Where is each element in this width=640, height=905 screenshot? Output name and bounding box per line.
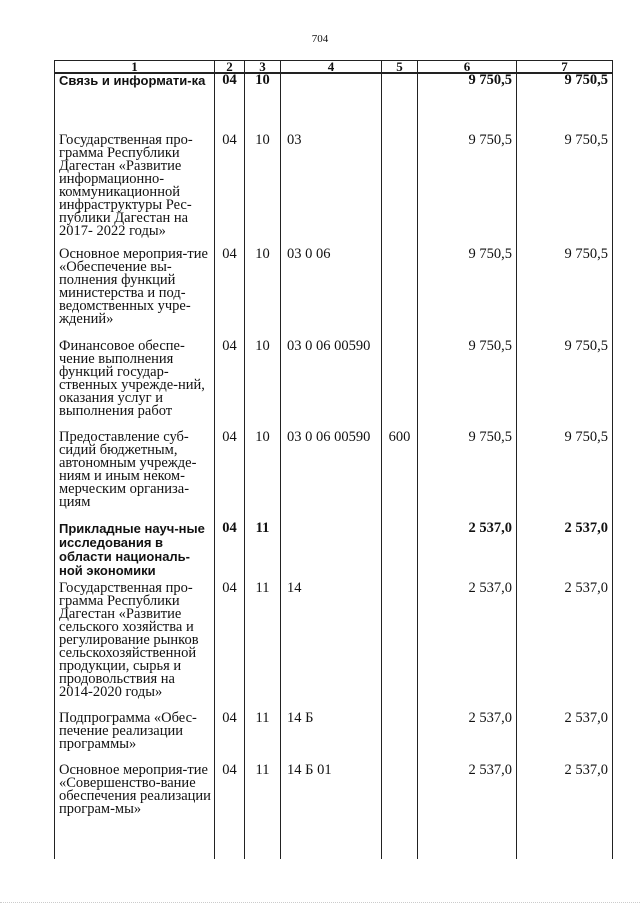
- row-section: 04: [215, 582, 245, 712]
- row-amount-2: 9 750,5: [517, 431, 613, 522]
- row-expense-type: [382, 522, 418, 582]
- row-subsection: 11: [245, 582, 281, 712]
- row-target-code: 03: [281, 134, 382, 248]
- row-amount-2: 9 750,5: [517, 248, 613, 340]
- row-target-code: 03 0 06 00590: [281, 340, 382, 431]
- row-target-code: 03 0 06: [281, 248, 382, 340]
- table-row: [55, 248, 613, 340]
- row-target-code: 03 0 06 00590: [281, 431, 382, 522]
- row-section: 04: [215, 431, 245, 522]
- row-expense-type: [382, 134, 418, 248]
- row-amount-1: 9 750,5: [418, 73, 517, 134]
- row-expense-type: 600: [382, 431, 418, 522]
- row-expense-type: [382, 582, 418, 712]
- row-section: 04: [215, 248, 245, 340]
- row-name: Предоставление суб-сидий бюджетным, автономным учрежде-ниям и иным неком-мерческим организа-циям: [55, 431, 215, 522]
- row-amount-2: 2 537,0: [517, 522, 613, 582]
- row-amount-1: 2 537,0: [418, 582, 517, 712]
- row-name: Прикладные науч-ные исследования в области националь-ной экономики: [55, 522, 215, 582]
- budget-table: [54, 60, 613, 859]
- row-expense-type: [382, 248, 418, 340]
- row-section: 04: [215, 340, 245, 431]
- row-amount-1: 2 537,0: [418, 712, 517, 764]
- row-section: 04: [215, 73, 245, 134]
- row-subsection: 10: [245, 431, 281, 522]
- row-expense-type: [382, 340, 418, 431]
- row-section: 04: [215, 712, 245, 764]
- header-col-3: 3: [245, 61, 281, 74]
- row-target-code: [281, 522, 382, 582]
- row-name: Государственная про-грамма Республики Дагестан «Развитие сельского хозяйства и регулирование рынков сельскохозяйственной продукции, сырья и продовольствия на 2014-2020 годы»: [55, 582, 215, 712]
- header-row: [55, 61, 613, 74]
- row-target-code: 14: [281, 582, 382, 712]
- row-name: Подпрограмма «Обес-печение реализации программы»: [55, 712, 215, 764]
- row-name: Основное мероприя-тие «Обеспечение вы-полнения функций министерства и под-ведомственных учре-ждений»: [55, 248, 215, 340]
- table-row: [55, 582, 613, 712]
- header-col-7: 7: [517, 61, 613, 74]
- row-name: Связь и информати-ка: [55, 73, 215, 134]
- table-body: [55, 73, 613, 859]
- table-row: [55, 522, 613, 582]
- header-col-4: 4: [281, 61, 382, 74]
- row-amount-2: 2 537,0: [517, 712, 613, 764]
- row-amount-2: 9 750,5: [517, 340, 613, 431]
- row-subsection: 10: [245, 73, 281, 134]
- row-amount-1: 9 750,5: [418, 248, 517, 340]
- table-row: [55, 134, 613, 248]
- row-expense-type: [382, 73, 418, 134]
- row-amount-1: 9 750,5: [418, 134, 517, 248]
- table-header: [55, 61, 613, 74]
- header-col-1: 1: [55, 61, 215, 74]
- row-amount-1: 9 750,5: [418, 431, 517, 522]
- budget-table-container: [54, 60, 612, 848]
- row-amount-2: 9 750,5: [517, 73, 613, 134]
- row-amount-1: 9 750,5: [418, 340, 517, 431]
- row-target-code: 14 Б 01: [281, 764, 382, 859]
- row-subsection: 11: [245, 712, 281, 764]
- header-col-2: 2: [215, 61, 245, 74]
- page-number: 704: [311, 33, 329, 45]
- row-subsection: 10: [245, 340, 281, 431]
- table-row: [55, 712, 613, 764]
- row-target-code: [281, 73, 382, 134]
- row-section: 04: [215, 764, 245, 859]
- row-section: 04: [215, 134, 245, 248]
- row-amount-2: 2 537,0: [517, 764, 613, 859]
- row-amount-1: 2 537,0: [418, 764, 517, 859]
- row-subsection: 10: [245, 134, 281, 248]
- row-name: Финансовое обеспе-чение выполнения функций государ-ственных учрежде-ний, оказания услуг и выполнения работ: [55, 340, 215, 431]
- table-row: [55, 431, 613, 522]
- row-subsection: 10: [245, 248, 281, 340]
- row-expense-type: [382, 764, 418, 859]
- row-amount-2: 9 750,5: [517, 134, 613, 248]
- row-amount-1: 2 537,0: [418, 522, 517, 582]
- table-row: [55, 340, 613, 431]
- footer-divider: [0, 898, 640, 903]
- row-target-code: 14 Б: [281, 712, 382, 764]
- table-row: [55, 764, 613, 859]
- row-amount-2: 2 537,0: [517, 582, 613, 712]
- row-section: 04: [215, 522, 245, 582]
- row-expense-type: [382, 712, 418, 764]
- header-col-5: 5: [382, 61, 418, 74]
- row-subsection: 11: [245, 764, 281, 859]
- row-name: Государственная про-грамма Республики Дагестан «Развитие информационно-коммуникационной инфраструктуры Рес-публики Дагестан на 2017- 2022 годы»: [55, 134, 215, 248]
- row-subsection: 11: [245, 522, 281, 582]
- table-row: [55, 73, 613, 134]
- header-col-6: 6: [418, 61, 517, 74]
- row-name: Основное мероприя-тие «Совершенство-вание обеспечения реализации програм-мы»: [55, 764, 215, 859]
